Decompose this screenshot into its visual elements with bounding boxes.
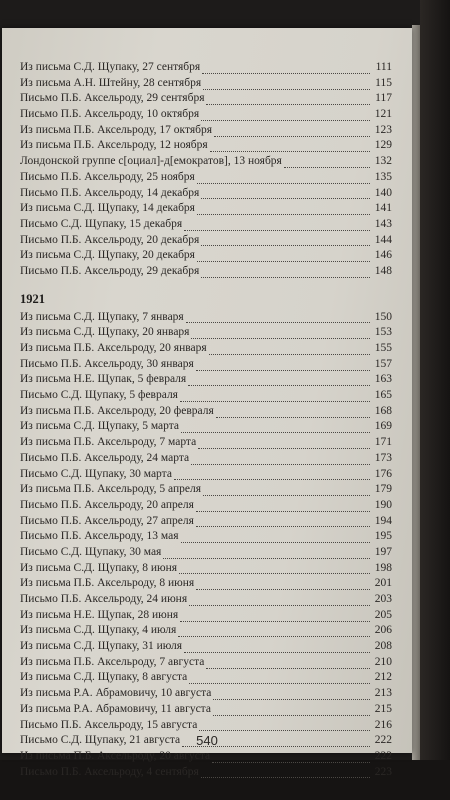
toc-entry-title: Из письма П.Б. Аксельроду, 7 марта <box>20 436 197 449</box>
toc-entry-page: 144 <box>374 233 392 246</box>
toc-entry-page: 171 <box>374 436 392 449</box>
toc-entry-page: 129 <box>374 139 392 152</box>
toc-entry <box>20 404 392 420</box>
dot-leader <box>201 187 370 199</box>
page-number: 540 <box>196 733 218 748</box>
toc-entry-title: Из письма Р.А. Абрамовичу, 10 августа <box>20 687 212 700</box>
dot-leader <box>181 421 370 433</box>
dot-leader <box>201 266 370 278</box>
dot-leader <box>210 140 370 152</box>
toc-entry <box>20 310 392 326</box>
toc-entry <box>20 561 392 577</box>
dot-leader <box>197 203 370 215</box>
toc-entry <box>20 186 392 202</box>
toc-entry-page: 203 <box>374 593 392 605</box>
toc-entry-title: Из письма С.Д. Щупаку, 20 января <box>20 326 190 339</box>
toc-entry <box>20 201 392 217</box>
dot-leader <box>214 125 370 137</box>
toc-entry <box>20 545 392 561</box>
toc-entry <box>20 248 392 264</box>
toc-entry-page: 132 <box>374 155 392 168</box>
dot-leader <box>213 704 370 716</box>
toc-entry-title: Из письма П.Б. Аксельроду, 20 февраля <box>20 404 214 417</box>
toc-entry <box>20 639 392 655</box>
toc-entry-title: Из письма С.Д. Щупаку, 31 июля <box>20 640 183 653</box>
dot-leader <box>184 641 370 653</box>
toc-entry-title: Письмо П.Б. Аксельроду, 27 апреля <box>20 514 194 527</box>
toc-entry-title: Из письма С.Д. Щупаку, 20 декабря <box>20 249 195 262</box>
toc-entry-title: Письмо П.Б. Аксельроду, 13 мая <box>20 530 179 543</box>
book-cover-edge <box>420 0 450 800</box>
dot-leader <box>180 390 370 402</box>
toc-entry <box>20 138 392 154</box>
toc-entry-title: Лондонской группе с[оциал]-д[емократов], 13 ноября <box>20 155 282 168</box>
dot-leader <box>181 531 370 543</box>
toc-entry-title: Письмо П.Б. Аксельроду, 20 апреля <box>20 498 194 511</box>
dot-leader <box>196 500 370 512</box>
toc-entry-page: 117 <box>375 92 392 105</box>
toc-entry-page: 121 <box>374 108 392 121</box>
toc-entry-page: 216 <box>374 718 392 731</box>
toc-entry <box>20 623 392 639</box>
toc-entry-page: 179 <box>374 483 392 496</box>
toc-entry <box>20 482 392 498</box>
dot-leader <box>216 406 370 418</box>
toc-entry-title: Из письма С.Д. Щупаку, 8 июня <box>20 561 178 574</box>
toc-entry-page: 165 <box>374 389 392 402</box>
toc-entry-page: 205 <box>374 608 392 621</box>
toc-entry-title: Из письма С.Д. Щупаку, 5 марта <box>20 420 180 433</box>
dot-leader <box>213 688 370 700</box>
dot-leader <box>184 219 370 231</box>
toc-entry <box>20 325 392 341</box>
dot-leader <box>186 311 370 323</box>
toc-entry-page: 206 <box>374 624 392 637</box>
toc-entry-page: 223 <box>374 765 392 778</box>
dot-leader <box>196 515 370 527</box>
dot-leader <box>198 437 370 449</box>
toc-entry-title: Из письма С.Д. Щупаку, 8 августа <box>20 671 188 684</box>
toc-entry <box>20 765 392 781</box>
page-stack-edge <box>412 25 420 760</box>
toc-entry-title: Из письма П.Б. Аксельроду, 20 августа <box>20 749 211 762</box>
toc-entry-title: Письмо П.Б. Аксельроду, 14 декабря <box>20 186 200 199</box>
toc-entry-page: 190 <box>374 498 392 511</box>
toc-entry <box>20 217 392 233</box>
toc-entry-title: Из письма П.Б. Аксельроду, 8 июня <box>20 577 195 590</box>
toc-entry-title: Письмо П.Б. Аксельроду, 24 июня <box>20 593 188 605</box>
dot-leader <box>201 109 370 121</box>
toc-entry-title: Письмо П.Б. Аксельроду, 29 декабря <box>20 264 200 277</box>
toc-entry <box>20 233 392 249</box>
toc-entry <box>20 264 392 280</box>
dot-leader <box>191 327 370 339</box>
toc-entry-title: Письмо С.Д. Щупаку, 30 мая <box>20 545 162 558</box>
dot-leader <box>174 468 370 480</box>
toc-entry-title: Из письма П.Б. Аксельроду, 20 января <box>20 342 207 354</box>
toc-entry-page: 123 <box>374 123 392 136</box>
toc-entry <box>20 372 392 388</box>
dot-leader <box>189 594 370 606</box>
dot-leader <box>197 172 370 184</box>
toc-entry <box>20 435 392 451</box>
toc-entry <box>20 702 392 718</box>
toc-entry-title: Письмо С.Д. Щупаку, 5 февраля <box>20 389 178 402</box>
toc-entry-page: 135 <box>374 170 392 183</box>
toc-entry-page: 210 <box>374 655 392 668</box>
toc-entry <box>20 749 392 765</box>
toc-entry-title: Из письма С.Д. Щупаку, 4 июля <box>20 624 177 637</box>
toc-entry-page: 153 <box>374 326 392 339</box>
toc-entry <box>20 60 392 76</box>
toc-entry-title: Из письма С.Д. Щупаку, 14 декабря <box>20 202 195 215</box>
toc-entry <box>20 529 392 545</box>
dot-leader <box>206 93 370 105</box>
toc-entry-title: Из письма П.Б. Аксельроду, 5 апреля <box>20 483 202 496</box>
toc-entry <box>20 388 392 404</box>
dot-leader <box>196 359 370 371</box>
toc-entry <box>20 655 392 671</box>
toc-entry-title: Письмо П.Б. Аксельроду, 15 августа <box>20 718 198 731</box>
toc-entry-page: 157 <box>374 357 392 370</box>
dot-leader <box>202 62 370 74</box>
toc-entry-title: Из письма Н.Е. Щупак, 5 февраля <box>20 373 187 386</box>
toc-entry <box>20 592 392 608</box>
toc-entry-title: Письмо С.Д. Щупаку, 15 декабря <box>20 217 183 230</box>
dot-leader <box>196 578 370 590</box>
toc-entry-title: Письмо С.Д. Щупаку, 21 августа <box>20 734 181 747</box>
table-of-contents <box>20 60 392 780</box>
toc-entry <box>20 419 392 435</box>
toc-entry-page: 197 <box>374 545 392 558</box>
toc-entry <box>20 608 392 624</box>
toc-entry-title: Из письма С.Д. Щупаку, 7 января <box>20 310 184 323</box>
toc-entry-title: Письмо П.Б. Аксельроду, 25 ноября <box>20 170 195 183</box>
dot-leader <box>199 719 370 731</box>
toc-entry-page: 115 <box>375 76 392 89</box>
toc-entry-page: 176 <box>374 467 392 480</box>
dot-leader <box>197 250 370 262</box>
toc-entry-page: 168 <box>374 404 392 417</box>
toc-entry <box>20 514 392 530</box>
dot-leader <box>203 484 370 496</box>
toc-entry <box>20 498 392 514</box>
dot-leader <box>212 751 370 763</box>
toc-entry <box>20 341 392 357</box>
toc-entry-page: 148 <box>374 264 392 277</box>
dot-leader <box>201 234 370 246</box>
toc-entry <box>20 686 392 702</box>
toc-entry-page: 143 <box>374 217 392 230</box>
toc-entry <box>20 170 392 186</box>
toc-entry <box>20 76 392 92</box>
toc-entry-page: 155 <box>374 342 392 354</box>
toc-entry-title: Из письма А.Н. Штейну, 28 сентября <box>20 76 202 89</box>
dot-leader <box>188 374 370 386</box>
toc-entry-page: 215 <box>374 702 392 715</box>
toc-entry <box>20 123 392 139</box>
toc-entry-page: 222 <box>374 734 392 747</box>
toc-entry <box>20 154 392 170</box>
toc-entry-title: Письмо П.Б. Аксельроду, 10 октября <box>20 108 200 121</box>
toc-entry-title: Письмо П.Б. Аксельроду, 20 декабря <box>20 233 200 246</box>
toc-entry <box>20 670 392 686</box>
dot-leader <box>209 343 370 355</box>
toc-entry-page: 141 <box>374 202 392 215</box>
toc-entry-page: 150 <box>374 310 392 323</box>
dot-leader <box>189 672 370 684</box>
toc-entry <box>20 91 392 107</box>
toc-entry-title: Из письма П.Б. Аксельроду, 7 августа <box>20 655 205 668</box>
toc-entry-title: Письмо П.Б. Аксельроду, 24 марта <box>20 451 190 464</box>
toc-entry-title: Из письма С.Д. Щупаку, 27 сентября <box>20 61 201 73</box>
toc-entry-page: 208 <box>374 640 392 653</box>
toc-entry-page: 198 <box>374 561 392 574</box>
toc-entry-page: 201 <box>374 577 392 590</box>
toc-entry-title: Письмо П.Б. Аксельроду, 30 января <box>20 357 194 370</box>
toc-entry <box>20 718 392 734</box>
toc-entry-page: 212 <box>374 671 392 684</box>
dot-leader <box>180 610 370 622</box>
toc-entry <box>20 733 392 749</box>
toc-entry <box>20 107 392 123</box>
toc-entry-page: 194 <box>374 514 392 527</box>
toc-entry-page: 163 <box>374 373 392 386</box>
dot-leader <box>179 562 370 574</box>
year-heading: 1921 <box>20 291 45 306</box>
toc-entry-title: Письмо С.Д. Щупаку, 30 марта <box>20 467 172 480</box>
dot-leader <box>284 156 370 168</box>
toc-entry-page: 169 <box>374 420 392 433</box>
toc-entry-page: 140 <box>374 186 392 199</box>
dot-leader <box>201 766 370 778</box>
toc-entry-title: Из письма Р.А. Абрамовичу, 11 августа <box>20 702 211 715</box>
toc-entry-title: Письмо П.Б. Аксельроду, 29 сентября <box>20 92 205 105</box>
toc-entry-title: Из письма П.Б. Аксельроду, 17 октября <box>20 123 213 136</box>
dot-leader <box>182 735 370 747</box>
toc-entry-title: Из письма Н.Е. Щупак, 28 июня <box>20 608 179 621</box>
dot-leader <box>163 547 370 559</box>
dot-leader <box>191 453 370 465</box>
toc-entry-page: 213 <box>374 687 392 700</box>
toc-entry <box>20 451 392 467</box>
toc-entry <box>20 467 392 483</box>
toc-entry-page: 222 <box>374 749 392 762</box>
dot-leader <box>206 657 370 669</box>
toc-entry-page: 195 <box>374 530 392 543</box>
dot-leader <box>178 625 370 637</box>
toc-entry <box>20 357 392 373</box>
toc-entry <box>20 576 392 592</box>
toc-entry-title: Письмо П.Б. Аксельроду, 4 сентября <box>20 765 199 778</box>
toc-entry-title: Из письма П.Б. Аксельроду, 12 ноября <box>20 139 208 152</box>
toc-entry-page: 111 <box>375 61 392 73</box>
dot-leader <box>203 78 370 90</box>
toc-entry-page: 146 <box>374 249 392 262</box>
toc-entry-page: 173 <box>374 451 392 464</box>
